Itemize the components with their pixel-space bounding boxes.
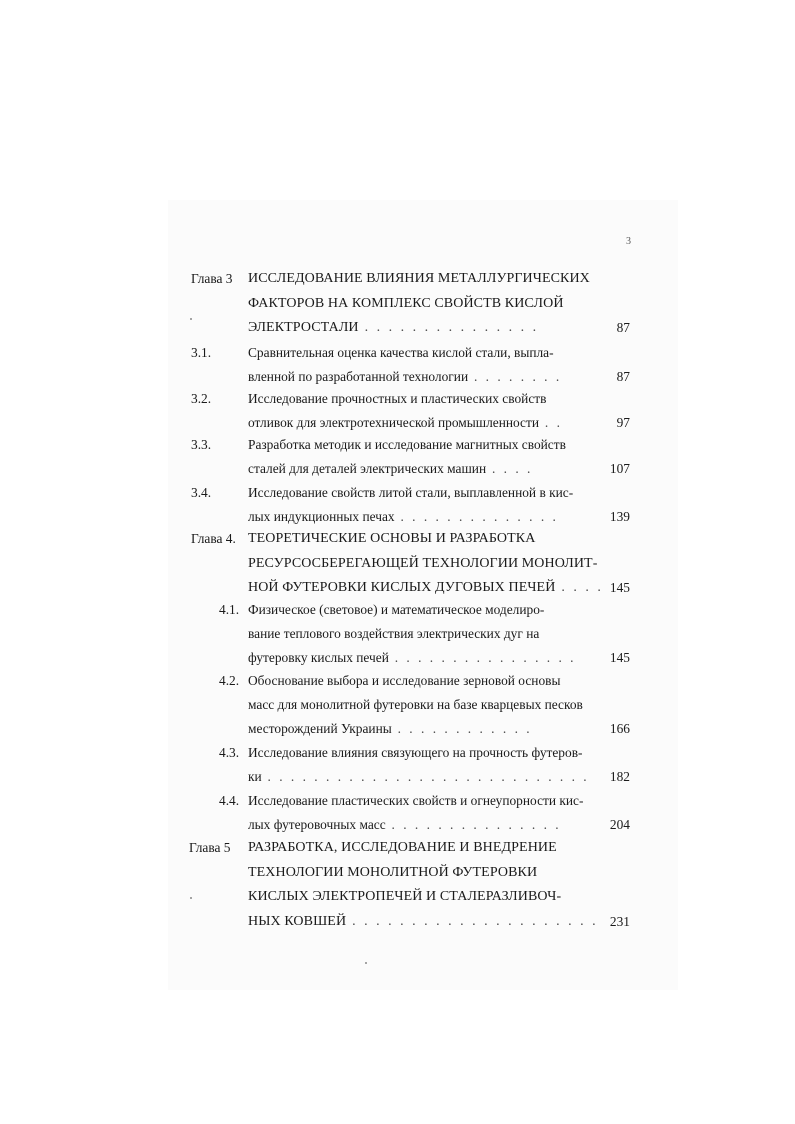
leader-dots: . . . . . . . . . . . .	[391, 721, 533, 736]
toc-entry-line: ФАКТОРОВ НА КОМПЛЕКС СВОЙСТВ КИСЛОЙ	[248, 295, 564, 311]
toc-entry-label: 3.1.	[191, 345, 212, 360]
toc-entry-line: масс для монолитной футеровки на базе кварцевых песков	[248, 697, 583, 712]
toc-page-number: 107	[609, 461, 630, 476]
toc-entry-label: 3.4.	[191, 485, 212, 500]
leader-dots: . . . .	[486, 461, 533, 476]
toc-entry-line: Обоснование выбора и исследование зерновой основы	[248, 673, 561, 688]
toc-entry-line: Исследование пластических свойств и огнеупорности кис-	[248, 793, 584, 808]
toc-entry-label: 4.3.	[219, 745, 240, 760]
leader-dots: . .	[539, 415, 563, 430]
toc-entry-label: Глава 3	[191, 271, 233, 286]
toc-entry-line: лых футеровочных масс . . . . . . . . . . . . . . .	[248, 817, 562, 832]
leader-dots: . . . . . . . . . . . . . .	[394, 509, 559, 524]
toc-entry-label: Глава 4.	[191, 531, 236, 546]
leader-dots: . . . . . . . .	[468, 369, 562, 384]
toc-entry-line: НОЙ ФУТЕРОВКИ КИСЛЫХ ДУГОВЫХ ПЕЧЕЙ . . . .	[248, 580, 604, 595]
scan-speck	[190, 897, 192, 899]
toc-page-number: 139	[609, 509, 630, 524]
toc-entry-line: РАЗРАБОТКА, ИССЛЕДОВАНИЕ И ВНЕДРЕНИЕ	[248, 840, 557, 855]
toc-page-number: 87	[616, 369, 630, 384]
toc-entry-line: вленной по разработанной технологии . . . . . . . .	[248, 369, 562, 384]
toc-entry-line: ТЕОРЕТИЧЕСКИЕ ОСНОВЫ И РАЗРАБОТКА	[248, 531, 536, 546]
toc-entry-line: Физическое (световое) и математическое моделиро-	[248, 602, 545, 617]
toc-page-number: 231	[609, 913, 630, 929]
toc-entry-line: вание теплового воздействия электрических дуг на	[248, 626, 540, 641]
leader-dots: . . . . . . . . . . . . . . .	[385, 817, 562, 832]
toc-page-number: 182	[609, 769, 630, 784]
toc-entry-label: 3.3.	[191, 437, 212, 452]
toc-entry-line: КИСЛЫХ ЭЛЕКТРОПЕЧЕЙ И СТАЛЕРАЗЛИВОЧ-	[248, 889, 562, 904]
toc-page-number: 166	[609, 721, 630, 736]
toc-entry-label: 4.4.	[219, 793, 240, 808]
toc-entry-line: Разработка методик и исследование магнитных свойств	[248, 437, 566, 452]
toc-entry-line: РЕСУРСОСБЕРЕГАЮЩЕЙ ТЕХНОЛОГИИ МОНОЛИТ-	[248, 555, 598, 571]
toc-page-number: 204	[609, 817, 630, 832]
toc-page-number: 145	[609, 580, 630, 595]
toc-entry-line: футеровку кислых печей . . . . . . . . . . . . . . . .	[248, 650, 576, 665]
scan-speck	[365, 962, 367, 964]
toc-entry-label: 4.2.	[219, 673, 240, 688]
toc-entry-line: ки . . . . . . . . . . . . . . . . . . . . . . . . . . . .	[248, 769, 590, 784]
toc-entry-line: ЭЛЕКТРОСТАЛИ . . . . . . . . . . . . . . .	[248, 320, 539, 335]
toc-entry-label: 4.1.	[219, 602, 240, 617]
toc-page-number: 97	[616, 415, 630, 430]
toc-entry-line: сталей для деталей электрических машин . . . .	[248, 461, 533, 476]
toc-entry-line: ТЕХНОЛОГИИ МОНОЛИТНОЙ ФУТЕРОВКИ	[248, 864, 538, 880]
toc-entry-line: ИССЛЕДОВАНИЕ ВЛИЯНИЯ МЕТАЛЛУРГИЧЕСКИХ	[248, 271, 590, 286]
toc-entry-label: Глава 5	[189, 840, 231, 855]
page-number: 3	[626, 236, 631, 247]
toc-page-number: 145	[609, 650, 630, 665]
leader-dots: . . . .	[555, 580, 604, 595]
leader-dots: . . . . . . . . . . . . . . . . . . . . .	[346, 913, 599, 929]
leader-dots: . . . . . . . . . . . . . . . .	[388, 650, 576, 665]
toc-entry-line: отливок для электротехнической промышленности . .	[248, 415, 563, 430]
toc-entry-line: НЫХ КОВШЕЙ . . . . . . . . . . . . . . . . . . . . .	[248, 913, 599, 929]
leader-dots: . . . . . . . . . . . . . . . . . . . . . . . . . . . .	[261, 769, 590, 784]
toc-entry-line: Сравнительная оценка качества кислой стали, выпла-	[248, 345, 554, 360]
scan-speck	[190, 318, 192, 320]
toc-entry-line: Исследование свойств литой стали, выплавленной в кис-	[248, 485, 574, 500]
toc-entry-line: Исследование влияния связующего на прочность футеров-	[248, 745, 583, 760]
toc-entry-line: месторождений Украины . . . . . . . . . . . .	[248, 721, 533, 736]
leader-dots: . . . . . . . . . . . . . . .	[358, 320, 539, 335]
toc-entry-label: 3.2.	[191, 391, 212, 406]
toc-page-number: 87	[616, 320, 630, 335]
toc-entry-line: лых индукционных печах . . . . . . . . . . . . . .	[248, 509, 559, 524]
toc-entry-line: Исследование прочностных и пластических свойств	[248, 391, 547, 406]
